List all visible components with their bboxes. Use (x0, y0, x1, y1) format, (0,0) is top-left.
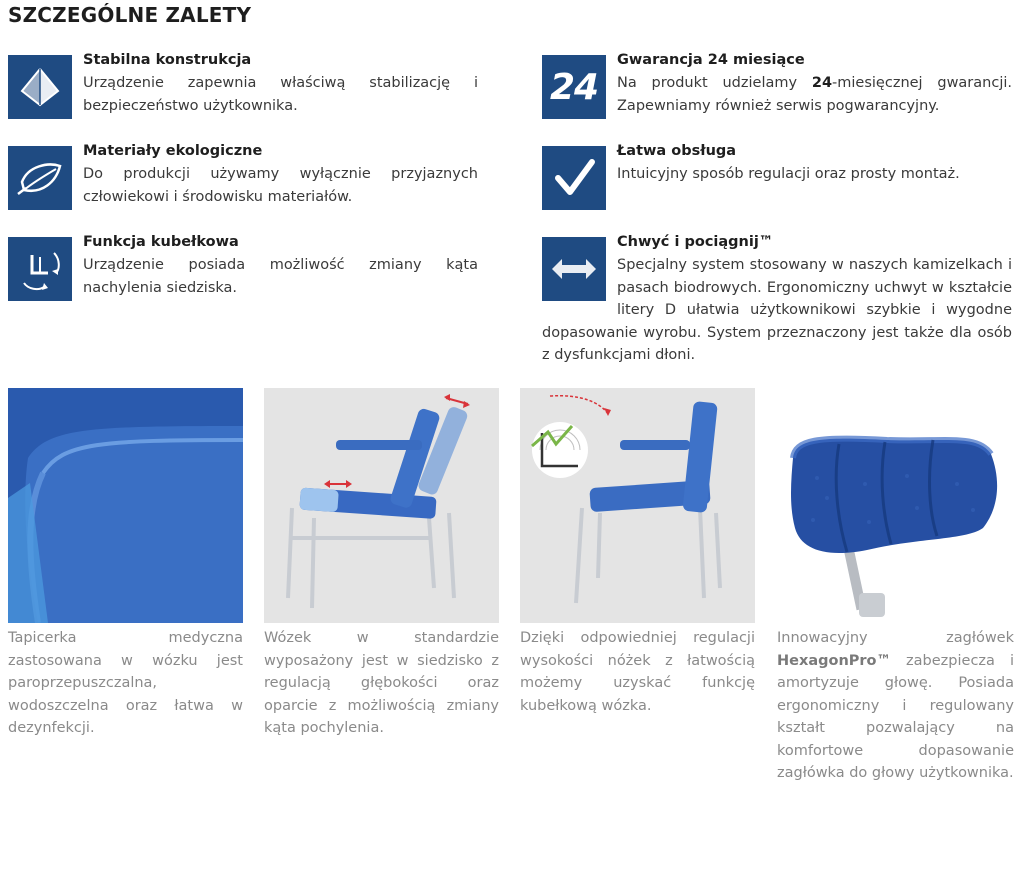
headrest-caption-after: zabezpiecza i amortyzuje głowę. Posiada ergonomiczny i regulowany kształt pozwalający na komfortowe dopasowanie zagłówka do głowy użytkownika. (777, 652, 1014, 781)
headrest-photo (777, 388, 1014, 623)
feature-heading: Stabilna konstrukcja (83, 52, 252, 68)
seat-adjust-caption: Wózek w standardzie wyposażony jest w siedzisko z regulacją głębokości oraz oparcie z możliwością zmiany kąta pochylenia. (264, 630, 499, 736)
feature-text: Intuicyjny sposób regulacji oraz prosty montaż. (617, 166, 960, 182)
headrest-caption (777, 627, 1014, 785)
feature-grab (542, 234, 1014, 367)
feature-text: Urządzenie zapewnia właściwą stabilizację i bezpieczeństwo użytkownika. (83, 75, 478, 114)
seat-adjust-photo (264, 388, 499, 623)
feature-heading: Funkcja kubełkowa (83, 234, 239, 250)
upholstery-caption: Tapicerka medyczna zastosowana w wózku jest paroprzepuszczalna, wodoszczelna oraz łatwa w dezynfekcji. (8, 630, 243, 736)
feature-text (542, 254, 1012, 367)
bucket-function-photo (520, 388, 755, 623)
warranty-text-before: Na produkt udzielamy (617, 75, 812, 91)
checkmark-icon (542, 146, 606, 210)
feature-text: Do produkcji używamy wyłącznie przyjaznych człowiekowi i środowisku materiałów. (83, 166, 478, 205)
feature-bucket (8, 234, 480, 305)
feature-easy (542, 143, 1014, 214)
bucket-function-caption: Dzięki odpowiedniej regulacji wysokości nóżek z łatwością możemy uzyskać funkcję kubełkową wózka. (520, 630, 755, 714)
headrest-caption-before: Innowacyjny zagłówek (777, 630, 1014, 646)
feature-text: Urządzenie posiada możliwość zmiany kąta nachylenia siedziska. (83, 257, 478, 296)
feature-heading: Łatwa obsługa (617, 143, 737, 159)
pyramid-icon (8, 55, 72, 119)
upholstery-photo (8, 388, 243, 623)
seat-tilt-icon (8, 237, 72, 301)
warranty-text-bold: 24 (811, 75, 833, 91)
feature-heading: Chwyć i pociągnij™ (617, 234, 774, 250)
headrest-caption-bold: HexagonPro™ (777, 652, 892, 669)
warranty-text-after: -miesięcznej gwarancji. Zapewniamy również serwis pogwarancyjny. (617, 75, 1012, 114)
leaf-icon (8, 146, 72, 210)
warranty-badge: 24 (549, 66, 599, 108)
feature-heading: Gwarancja 24 miesiące (617, 52, 805, 68)
feature-warranty (542, 52, 1014, 123)
feature-stability (8, 52, 480, 123)
feature-eco (8, 143, 480, 214)
feature-text (617, 72, 1012, 117)
number-24-icon (542, 55, 606, 119)
page-title: SZCZEGÓLNE ZALETY (8, 3, 252, 27)
grab-text: Specjalny system stosowany w naszych kamizelkach i pasach biodrowych. Ergonomiczny uchwyt w kształcie litery D ułatwia użytkownikowi szybkie i wygodne dopasowanie wyrobu. System przeznaczony jest także dla osób z dysfunkcjami dłoni. (542, 257, 1012, 363)
feature-heading: Materiały ekologiczne (83, 143, 263, 159)
